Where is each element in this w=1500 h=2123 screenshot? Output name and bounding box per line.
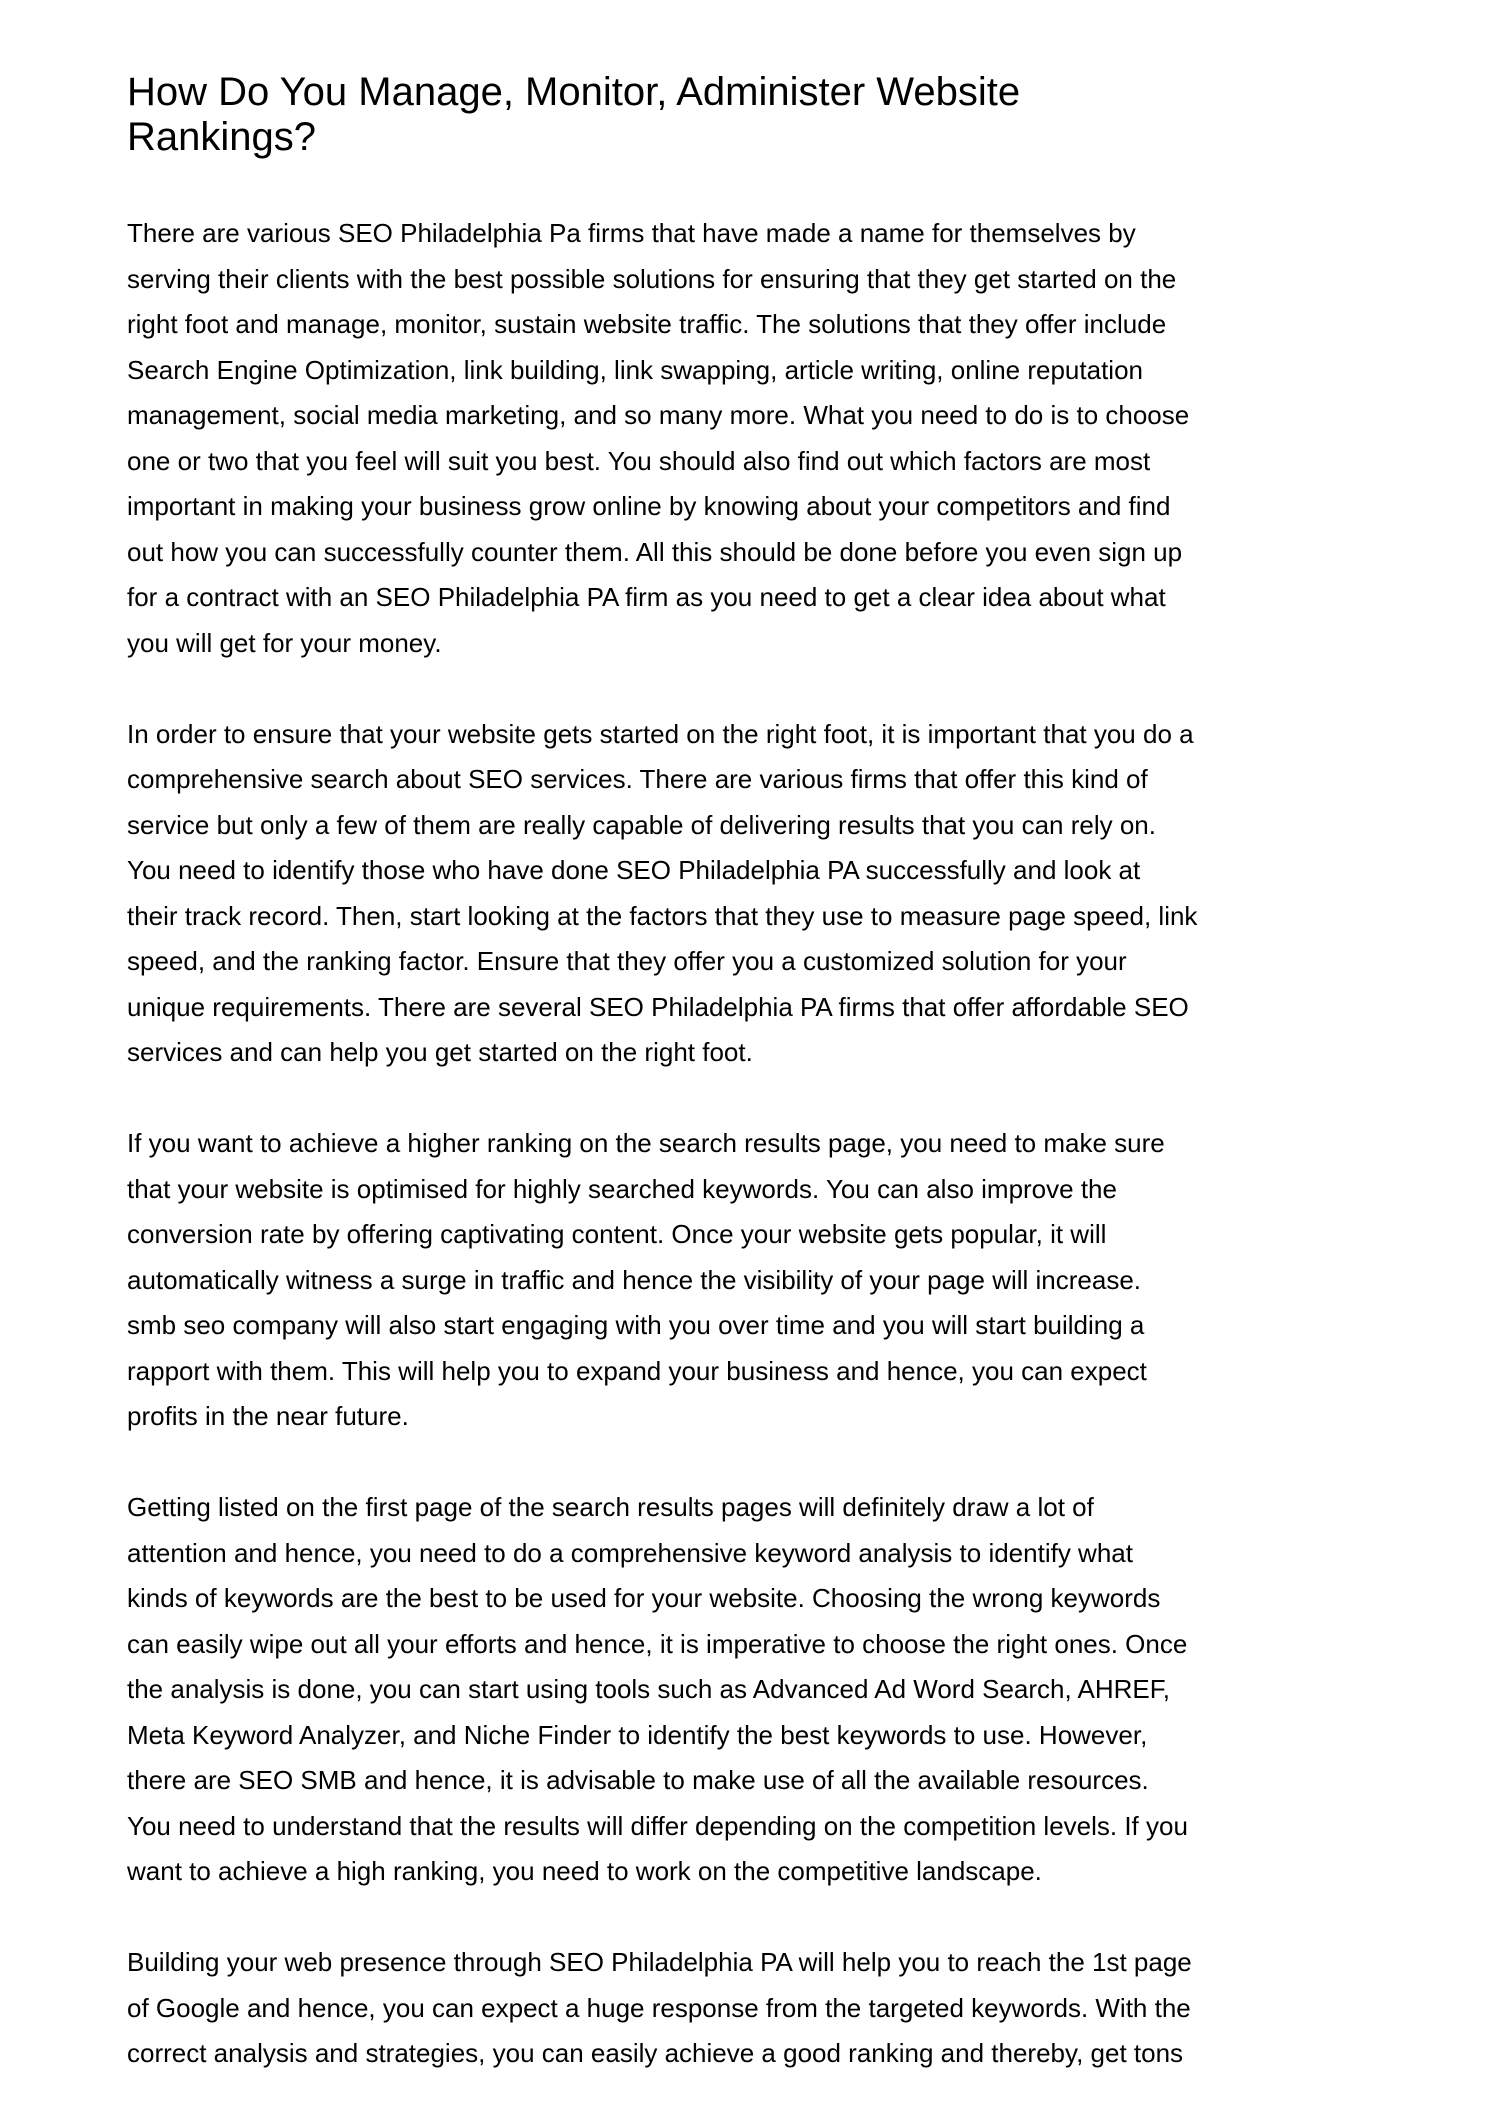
paragraph-line: comprehensive search about SEO services. There are various firms that offer this kind of	[127, 764, 1148, 794]
paragraph	[127, 712, 1427, 1076]
paragraph-line: smb seo company will also start engaging with you over time and you will start building a	[127, 1310, 1145, 1340]
paragraph-line: out how you can successfully counter them. All this should be done before you even sign up	[127, 536, 1183, 567]
paragraph-line: If you want to achieve a higher ranking on the search results page, you need to make sure	[127, 1128, 1165, 1158]
paragraph-line: attention and hence, you need to do a comprehensive keyword analysis to identify what	[127, 1537, 1133, 1568]
paragraph-line: one or two that you feel will suit you best. You should also find out which factors are most	[127, 445, 1151, 476]
title-line: Rankings?	[127, 115, 317, 159]
paragraph-line: that your website is optimised for highly searched keywords. You can also improve the	[127, 1173, 1117, 1204]
paragraph-line: service but only a few of them are really capable of delivering results that you can rely on.	[127, 809, 1156, 840]
paragraph-line: can easily wipe out all your efforts and hence, it is imperative to choose the right ones. Once	[127, 1628, 1188, 1659]
paragraph-line: Meta Keyword Analyzer, and Niche Finder to identify the best keywords to use. However,	[127, 1719, 1148, 1750]
paragraph-line: their track record. Then, start looking at the factors that they use to measure page speed, link	[127, 900, 1198, 931]
paragraph-line: Search Engine Optimization, link building, link swapping, article writing, online reputation	[127, 354, 1143, 385]
paragraph-line: Building your web presence through SEO Philadelphia PA will help you to reach the 1st page	[127, 1947, 1192, 1977]
paragraph-line: the analysis is done, you can start using tools such as Advanced Ad Word Search, AHREF,	[127, 1674, 1170, 1704]
paragraph-line: there are SEO SMB and hence, it is advisable to make use of all the available resources.	[127, 1765, 1149, 1795]
paragraph-line: automatically witness a surge in traffic and hence the visibility of your page will increase.	[127, 1264, 1142, 1295]
paragraph	[127, 211, 1427, 666]
paragraph-line: kinds of keywords are the best to be used for your website. Choosing the wrong keywords	[127, 1583, 1161, 1613]
paragraph-line: you will get for your money.	[127, 627, 442, 658]
paragraph-line: You need to understand that the results will differ depending on the competition levels. If you	[127, 1810, 1188, 1841]
paragraph-line: want to achieve a high ranking, you need to work on the competitive landscape.	[127, 1856, 1042, 1886]
paragraph-line: There are various SEO Philadelphia Pa firms that have made a name for themselves by	[127, 218, 1136, 248]
paragraph	[127, 1940, 1427, 2077]
paragraph-line: important in making your business grow online by knowing about your competitors and find	[127, 491, 1171, 521]
title-line: How Do You Manage, Monitor, Administer Website	[127, 70, 1021, 114]
paragraph-line: services and can help you get started on the right foot.	[127, 1037, 753, 1067]
paragraph-line: for a contract with an SEO Philadelphia PA firm as you need to get a clear idea about what	[127, 582, 1166, 612]
page-title	[127, 70, 1020, 160]
paragraph-line: Getting listed on the first page of the search results pages will definitely draw a lot of	[127, 1492, 1094, 1522]
paragraph-line: In order to ensure that your website gets started on the right foot, it is important that you do a	[127, 718, 1194, 749]
paragraph-line: serving their clients with the best possible solutions for ensuring that they get started on the	[127, 263, 1177, 294]
paragraph-line: unique requirements. There are several SEO Philadelphia PA firms that offer affordable SEO	[127, 991, 1189, 1022]
paragraph-line: rapport with them. This will help you to expand your business and hence, you can expect	[127, 1355, 1147, 1386]
paragraph-line: management, social media marketing, and so many more. What you need to do is to choose	[127, 400, 1190, 430]
paragraph-line: You need to identify those who have done SEO Philadelphia PA successfully and look at	[127, 855, 1141, 885]
paragraph-line: conversion rate by offering captivating content. Once your website gets popular, it will	[127, 1219, 1107, 1249]
paragraph-line: right foot and manage, monitor, sustain website traffic. The solutions that they offer include	[127, 309, 1167, 339]
paragraph-line: profits in the near future.	[127, 1401, 409, 1431]
paragraph-line: speed, and the ranking factor. Ensure that they offer you a customized solution for your	[127, 946, 1127, 976]
paragraph-line: of Google and hence, you can expect a huge response from the targeted keywords. With the	[127, 1992, 1191, 2023]
article-body	[127, 211, 1427, 2122]
paragraph	[127, 1485, 1427, 1895]
paragraph-line: correct analysis and strategies, you can easily achieve a good ranking and thereby, get tons	[127, 2038, 1184, 2068]
paragraph	[127, 1121, 1427, 1440]
